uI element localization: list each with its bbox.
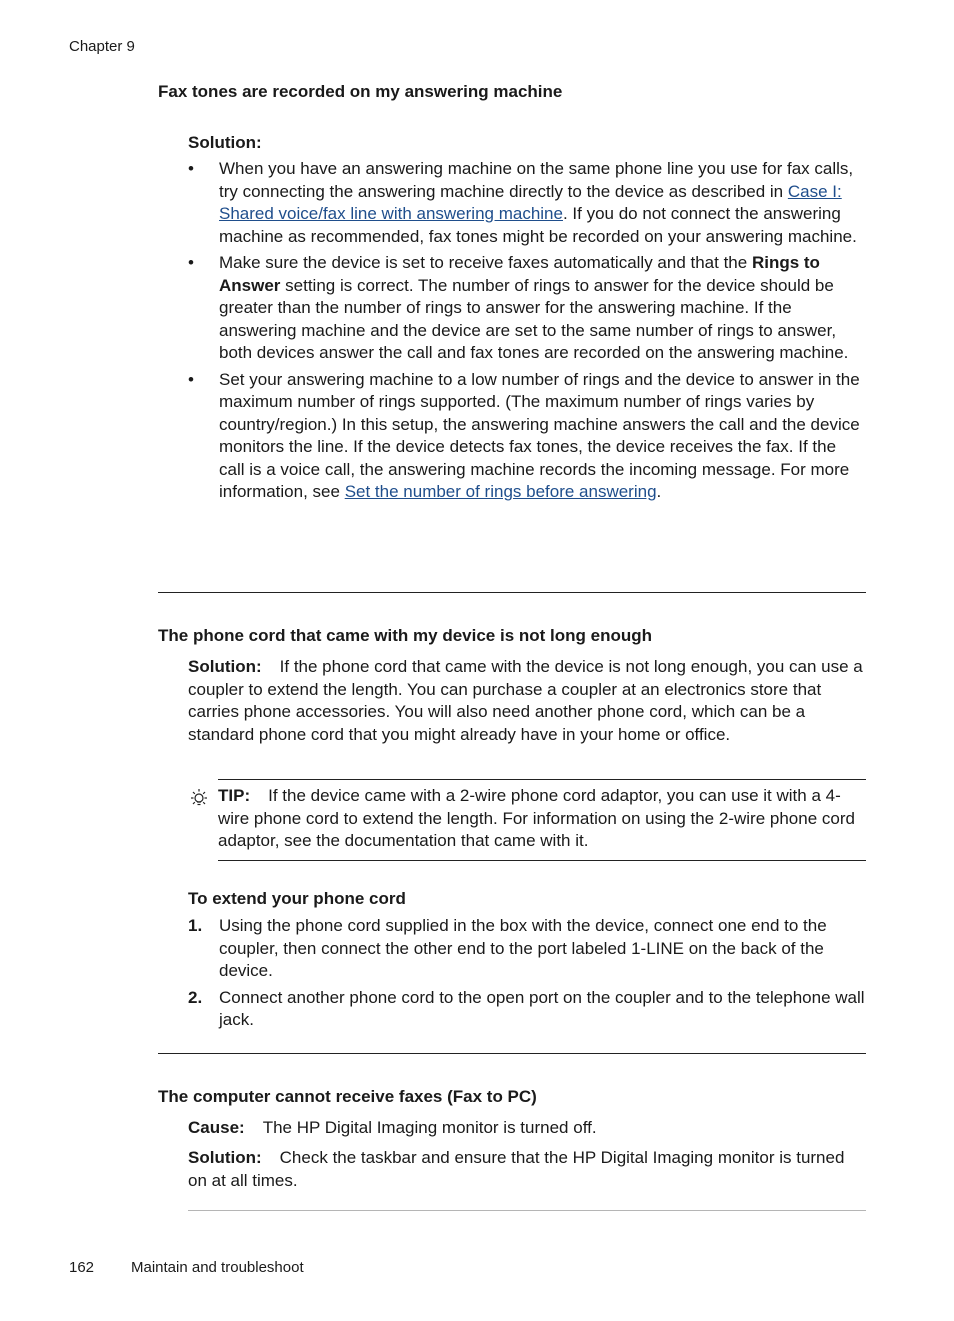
cause-text: The HP Digital Imaging monitor is turned off. bbox=[262, 1118, 597, 1137]
bullet-icon: • bbox=[188, 253, 194, 272]
step-text: Connect another phone cord to the open port on the coupler and to the telephone wall jack. bbox=[219, 987, 865, 1029]
procedure-steps bbox=[188, 915, 866, 1036]
bullet-icon: • bbox=[188, 369, 194, 389]
tip-bottom-rule bbox=[218, 860, 866, 861]
procedure-title: To extend your phone cord bbox=[188, 889, 406, 908]
section-divider bbox=[158, 592, 866, 593]
link-case-i[interactable]: Case I: Shared voice/fax line with answering machine bbox=[219, 181, 842, 223]
section-title-phone-cord: The phone cord that came with my device is not long enough bbox=[158, 626, 652, 645]
bullet-text: When you have an answering machine on the same phone line you use for fax calls, try connecting the answering machine directly to the device as described in bbox=[219, 159, 854, 201]
bullet-text: . If you do not connect the answering machine as recommended, fax tones might be recorded on your answering machine. bbox=[219, 204, 857, 246]
section-divider bbox=[158, 1053, 866, 1054]
step-item bbox=[188, 987, 866, 1032]
step-item bbox=[188, 915, 866, 983]
solution-paragraph bbox=[188, 656, 866, 746]
lightbulb-icon bbox=[188, 787, 210, 809]
section-title-fax-to-pc: The computer cannot receive faxes (Fax to PC) bbox=[158, 1087, 537, 1106]
solution-label: Solution: bbox=[188, 133, 262, 152]
bullet-text: setting is correct. The number of rings to answer for the device should be greater than the number of rings to answer for the answering machine. If the answering machine and the device are set to the same number of rings to answer, both devices answer the call and fax tones are recorded on the answering machine. bbox=[219, 275, 849, 362]
bullet-item bbox=[188, 369, 866, 504]
page-number: 162 bbox=[69, 1259, 95, 1276]
tip-top-rule bbox=[218, 779, 866, 780]
solution-bullet-list bbox=[188, 158, 866, 508]
step-text: Using the phone cord supplied in the box with the device, connect one end to the coupler, then connect the other end to the port labeled 1-LINE on the back of the device. bbox=[219, 916, 827, 980]
solution-text: If the phone cord that came with the device is not long enough, you can use a coupler to extend the length. You can purchase a coupler at an electronics store that carries phone accessories. You will also need another phone cord, which can be a standard phone cord that you might already have in your home or office. bbox=[188, 657, 863, 744]
footer-section: Maintain and troubleshoot bbox=[131, 1259, 304, 1276]
solution-text: Check the taskbar and ensure that the HP Digital Imaging monitor is turned on at all times. bbox=[188, 1148, 845, 1190]
tip-label: TIP: bbox=[218, 786, 251, 805]
section-title-fax-tones: Fax tones are recorded on my answering machine bbox=[158, 82, 563, 101]
bullet-icon: • bbox=[188, 159, 194, 178]
solution-label: Solution: bbox=[188, 1148, 262, 1167]
cause-paragraph bbox=[188, 1117, 866, 1140]
tip-text: If the device came with a 2-wire phone cord adaptor, you can use it with a 4-wire phone cord to extend the length. For information on using the 2-wire phone cord adaptor, see the documentation that came with it. bbox=[218, 786, 855, 850]
step-number: 1. bbox=[188, 916, 203, 935]
solution-paragraph bbox=[188, 1147, 866, 1192]
chapter-header: Chapter 9 bbox=[69, 38, 135, 55]
bullet-text: . bbox=[656, 482, 662, 501]
rings-to-answer-setting: Rings to Answer bbox=[219, 253, 820, 295]
solution-label: Solution: bbox=[188, 657, 262, 676]
bullet-item bbox=[188, 158, 866, 248]
cause-label: Cause: bbox=[188, 1118, 245, 1137]
tip-paragraph bbox=[218, 785, 866, 853]
step-number: 2. bbox=[188, 987, 203, 1007]
bullet-text: Make sure the device is set to receive faxes automatically and that the bbox=[219, 253, 752, 272]
bullet-text: Set your answering machine to a low number of rings and the device to answer in the maximum number of rings supported. (The maximum number of rings varies by country/region.) In this setup, the answering machine answers the call and the device monitors the line. If the device detects fax tones, the device receives the fax. If the call is a voice call, the answering machine records the incoming message. For more information, see bbox=[219, 369, 860, 501]
link-set-rings[interactable]: Set the number of rings before answering bbox=[344, 482, 657, 501]
end-rule bbox=[188, 1210, 866, 1211]
bullet-item bbox=[188, 252, 866, 365]
